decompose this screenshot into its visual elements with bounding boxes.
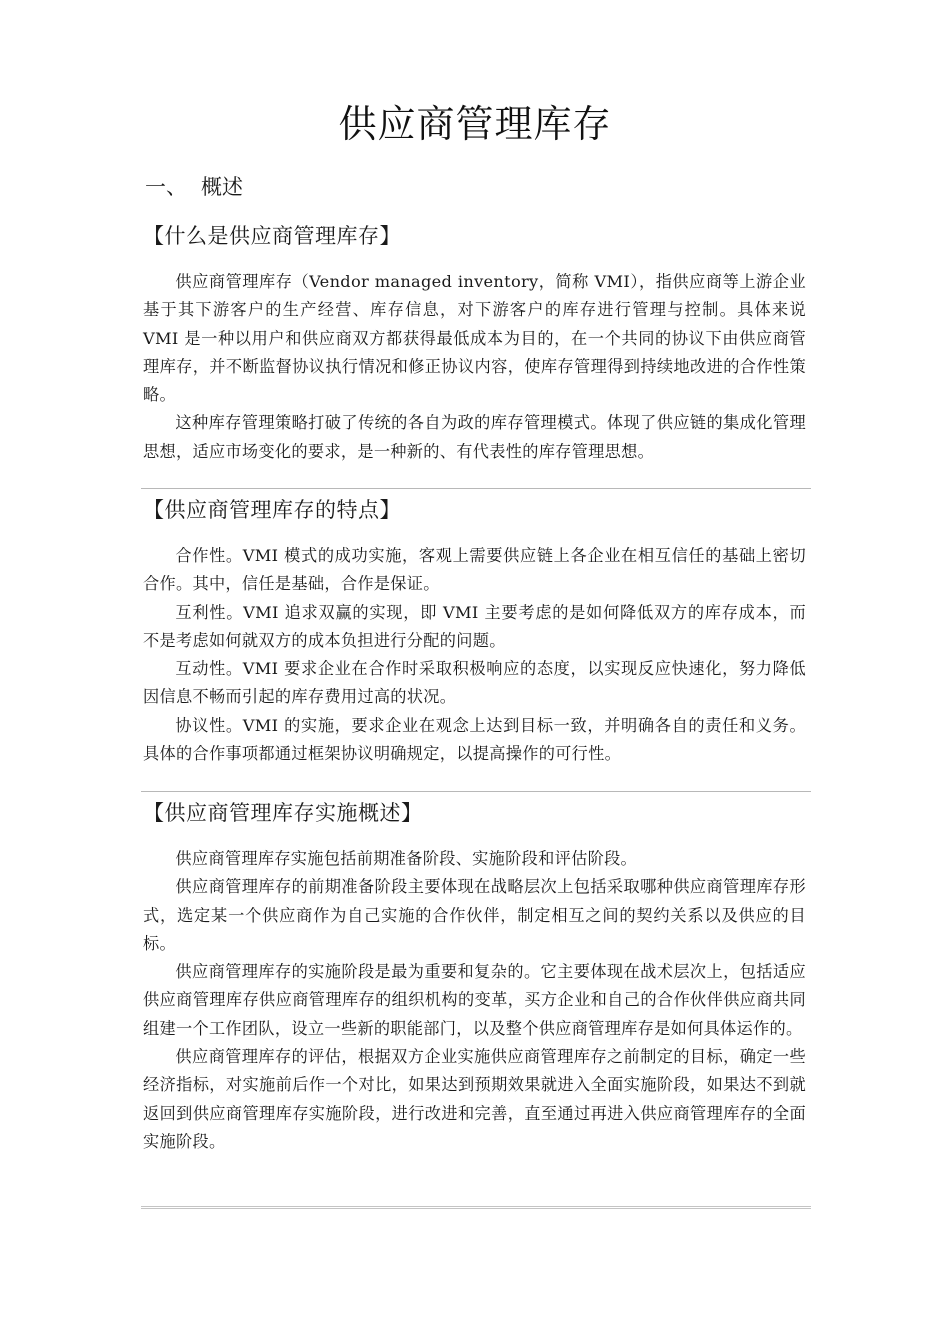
end-divider — [141, 1206, 811, 1209]
paragraph: 供应商管理库存实施包括前期准备阶段、实施阶段和评估阶段。 — [175, 849, 638, 868]
paragraph: 供应商管理库存的实施阶段是最为重要和复杂的。它主要体现在战术层次上，包括适应供应商管理库存供应商管理库存的组织机构的变革，买方企业和自己的合作伙伴供应商共同组建一个工作团队，设立一些新的职能部门，以及整个供应商管理库存是如何具体运作的。 — [143, 962, 806, 1038]
section-number: 一、 — [145, 175, 187, 199]
section-heading-overview — [145, 172, 243, 202]
subheading-what-is-vmi: 【什么是供应商管理库存】 — [143, 224, 401, 248]
document-title: 供应商管理库存 — [338, 102, 612, 146]
paragraph: 供应商管理库存（Vendor managed inventory，简称 VMI），指供应商等上游企业基于其下游客户的生产经营、库存信息，对下游客户的库存进行管理与控制。具体来说 VMI 是一种以用户和供应商双方都获得最低成本为目的，在一个共同的协议下由供应商管理库存，并不断监督协议执行情况和修正协议内容，使库存管理得到持续地改进的合作性策略。 — [143, 272, 806, 405]
section-divider — [141, 488, 811, 489]
subheading-implementation: 【供应商管理库存实施概述】 — [143, 801, 423, 825]
paragraph: 互动性。VMI 要求企业在合作时采取积极响应的态度，以实现反应快速化，努力降低因信息不畅而引起的库存费用过高的状况。 — [143, 659, 806, 707]
features-body — [143, 542, 806, 768]
paragraph: 这种库存管理策略打破了传统的各自为政的库存管理模式。体现了供应链的集成化管理思想，适应市场变化的要求，是一种新的、有代表性的库存管理思想。 — [143, 413, 806, 461]
section-divider — [141, 791, 811, 792]
what-is-vmi-body — [143, 268, 806, 466]
paragraph: 供应商管理库存的评估，根据双方企业实施供应商管理库存之前制定的目标，确定一些经济指标，对实施前后作一个对比，如果达到预期效果就进入全面实施阶段，如果达不到就返回到供应商管理库存实施阶段，进行改进和完善，直至通过再进入供应商管理库存的全面实施阶段。 — [143, 1047, 806, 1151]
paragraph: 互利性。VMI 追求双赢的实现，即 VMI 主要考虑的是如何降低双方的库存成本，而不是考虑如何就双方的成本负担进行分配的问题。 — [143, 602, 806, 650]
section-label: 概述 — [201, 175, 243, 199]
implementation-body — [143, 845, 806, 1156]
paragraph: 协议性。VMI 的实施，要求企业在观念上达到目标一致，并明确各自的责任和义务。具体的合作事项都通过框架协议明确规定，以提高操作的可行性。 — [143, 715, 806, 764]
paragraph: 合作性。VMI 模式的成功实施，客观上需要供应链上各企业在相互信任的基础上密切合作。其中，信任是基础，合作是保证。 — [143, 546, 806, 594]
paragraph: 供应商管理库存的前期准备阶段主要体现在战略层次上包括采取哪种供应商管理库存形式，选定某一个供应商作为自己实施的合作伙伴，制定相互之间的契约关系以及供应的目标。 — [143, 877, 806, 953]
subheading-features: 【供应商管理库存的特点】 — [143, 498, 401, 522]
